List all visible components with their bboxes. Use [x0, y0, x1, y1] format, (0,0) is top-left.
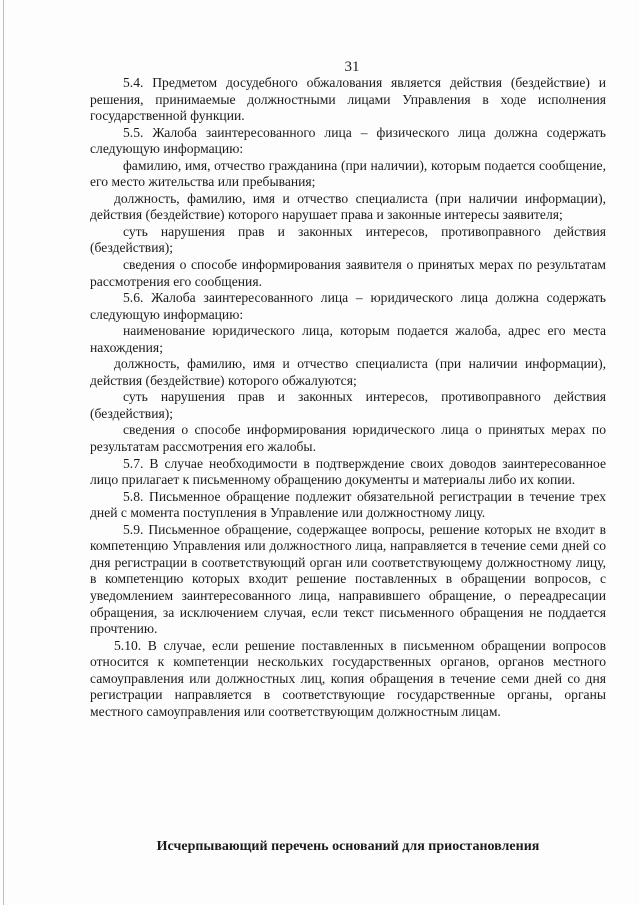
- paragraph-5-5: 5.5. Жалоба заинтересованного лица – физического лица должна содержать следующую информацию:: [90, 124, 606, 157]
- list-item-5-6-notification: сведения о способе информирования юридического лица о принятых мерах по результатам рассмотрения его жалобы.: [90, 422, 606, 455]
- paragraph-5-8: 5.8. Письменное обращение подлежит обязательной регистрации в течение трех дней с момента поступления в Управление или должностному лицу.: [90, 488, 606, 521]
- section-heading: Исчерпывающий перечень оснований для приостановления: [156, 839, 540, 854]
- document-body: [90, 75, 606, 720]
- list-item-5-5-position: должность, фамилию, имя и отчество специалиста (при наличии информации), действия (бездействие) которого нарушает права и законные интересы заявителя;: [90, 190, 606, 223]
- list-item-5-5-notification: сведения о способе информирования заявителя о принятых мерах по результатам рассмотрения его сообщения.: [90, 257, 606, 289]
- page-number: 31: [344, 59, 360, 75]
- list-item-5-5-violation: суть нарушения прав и законных интересов, противоправного действия (бездействия);: [90, 223, 606, 256]
- paragraph-5-4: 5.4. Предметом досудебного обжалования является действия (бездействие) и решения, принимаемые должностными лицами Управления в ходе исполнения государственной функции.: [90, 75, 606, 124]
- paragraph-5-6: 5.6. Жалоба заинтересованного лица – юридического лица должна содержать следующую информацию:: [90, 290, 606, 322]
- list-item-5-6-position: должность, фамилию, имя и отчество специалиста (при наличии информации), действия (бездействие) которого обжалуются;: [90, 356, 606, 388]
- list-item-5-6-violation: суть нарушения прав и законных интересов, противоправного действия (бездействия);: [90, 389, 606, 421]
- list-item-5-6-name: наименование юридического лица, которым подается жалоба, адрес его места нахождения;: [90, 323, 606, 355]
- paragraph-5-7: 5.7. В случае необходимости в подтверждение своих доводов заинтересованное лицо прилагает к письменному обращению документы и материалы либо их копии.: [90, 455, 606, 488]
- paragraph-5-10: 5.10. В случае, если решение поставленных в письменном обращении вопросов относится к компетенции нескольких государственных органов, органов местного самоуправления или должностных лиц, копия обращения в течение семи дней со дня регистрации направляется в соответствующие государственные органы, органы местного самоуправления или соответствующим должностным лицам.: [90, 637, 606, 719]
- scan-edge-line: [3, 0, 4, 905]
- list-item-5-5-name: фамилию, имя, отчество гражданина (при наличии), которым подается сообщение, его место жительства или пребывания;: [90, 157, 606, 190]
- paragraph-5-9: 5.9. Письменное обращение, содержащее вопросы, решение которых не входит в компетенцию Управления или должностного лица, направляется в течение семи дней со дня регистрации в соответствующий орган или соответствующему должностному лицу, в компетенцию которых входит решение поставленных в обращении вопросов, с уведомлением заинтересованного лица, направившего обращение, о переадресации обращения, за исключением случая, если текст письменного обращения не поддается прочтению.: [90, 521, 606, 637]
